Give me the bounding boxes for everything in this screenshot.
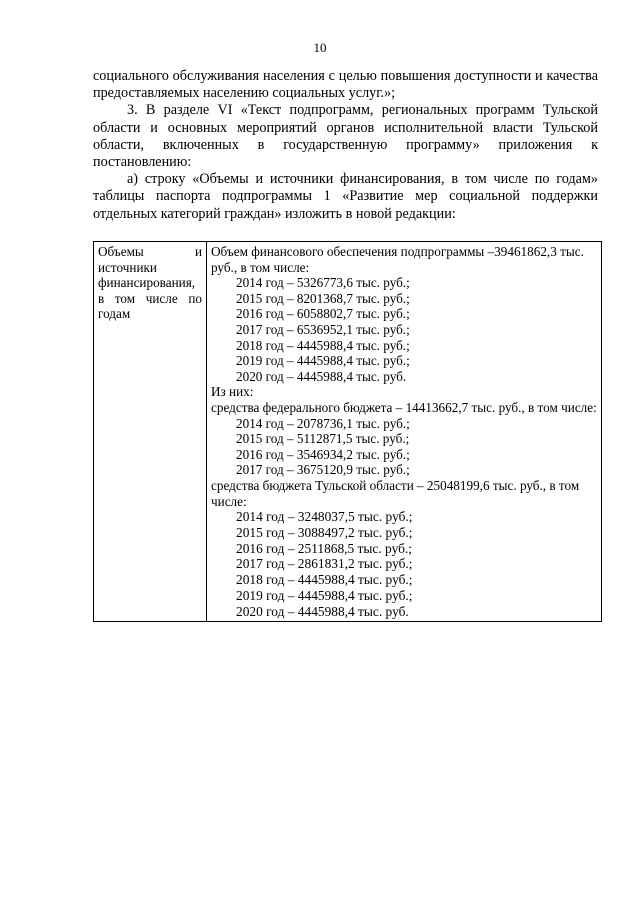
federal-year-2016: 2016 год – 3546934,2 тыс. руб.; xyxy=(236,446,410,462)
passport-table xyxy=(93,241,602,622)
regional-year-2014: 2014 год – 3248037,5 тыс. руб.; xyxy=(236,509,413,525)
federal-year-2017: 2017 год – 3675120,9 тыс. руб.; xyxy=(236,462,410,478)
regional-year-2017: 2017 год – 2861831,2 тыс. руб.; xyxy=(236,556,413,572)
paragraph-item-3: 3. В разделе VI «Текст подпрограмм, региональных программ Тульской области и основных мероприятий органов исполнительной власти Тульской области, включенных в государственную программу» приложения к постановлению: xyxy=(93,102,598,171)
total-year-2016: 2016 год – 6058802,7 тыс. руб.; xyxy=(236,306,410,322)
federal-year-2015: 2015 год – 5112871,5 тыс. руб.; xyxy=(236,431,410,447)
total-funding-line: Объем финансового обеспечения подпрограммы –39461862,3 тыс. руб., в том числе: xyxy=(211,244,584,275)
total-year-2018: 2018 год – 4445988,4 тыс. руб.; xyxy=(236,337,410,353)
regional-year-2015: 2015 год – 3088497,2 тыс. руб.; xyxy=(236,524,413,540)
regional-year-2018: 2018 год – 4445988,4 тыс. руб.; xyxy=(236,572,413,588)
paragraph-continuation: социального обслуживания населения с целью повышения доступности и качества предоставляемых населению социальных услуг.»; xyxy=(93,68,598,102)
row-content-cell xyxy=(207,242,602,622)
federal-year-2014: 2014 год – 2078736,1 тыс. руб.; xyxy=(236,415,410,431)
page-number: 10 xyxy=(313,40,327,55)
regional-year-2016: 2016 год – 2511868,5 тыс. руб.; xyxy=(236,540,412,556)
total-year-2019: 2019 год – 4445988,4 тыс. руб.; xyxy=(236,353,410,369)
regional-funding-line: средства бюджета Тульской области – 25048199,6 тыс. руб., в том числе: xyxy=(211,477,580,509)
paragraph-subitem-a: а) строку «Объемы и источники финансирования, в том числе по годам» таблицы паспорта подпрограммы 1 «Развитие мер социальной поддержки отдельных категорий граждан» изложить в новой редакции: xyxy=(93,171,598,222)
regional-year-2019: 2019 год – 4445988,4 тыс. руб.; xyxy=(236,588,413,604)
total-year-2017: 2017 год – 6536952,1 тыс. руб.; xyxy=(236,321,410,337)
body-text xyxy=(93,68,598,223)
row-label-cell: Объемы и источники финансирования, в том числе по годам xyxy=(94,242,207,622)
total-year-2014: 2014 год – 5326773,6 тыс. руб.; xyxy=(236,275,410,291)
of-them-label: Из них: xyxy=(211,384,254,400)
total-year-2015: 2015 год – 8201368,7 тыс. руб.; xyxy=(236,290,410,306)
regional-year-2020: 2020 год – 4445988,4 тыс. руб. xyxy=(236,603,409,619)
table-row xyxy=(94,242,602,622)
federal-funding-line: средства федерального бюджета – 14413662,7 тыс. руб., в том числе: xyxy=(211,399,597,415)
total-year-2020: 2020 год – 4445988,4 тыс. руб. xyxy=(236,368,407,384)
